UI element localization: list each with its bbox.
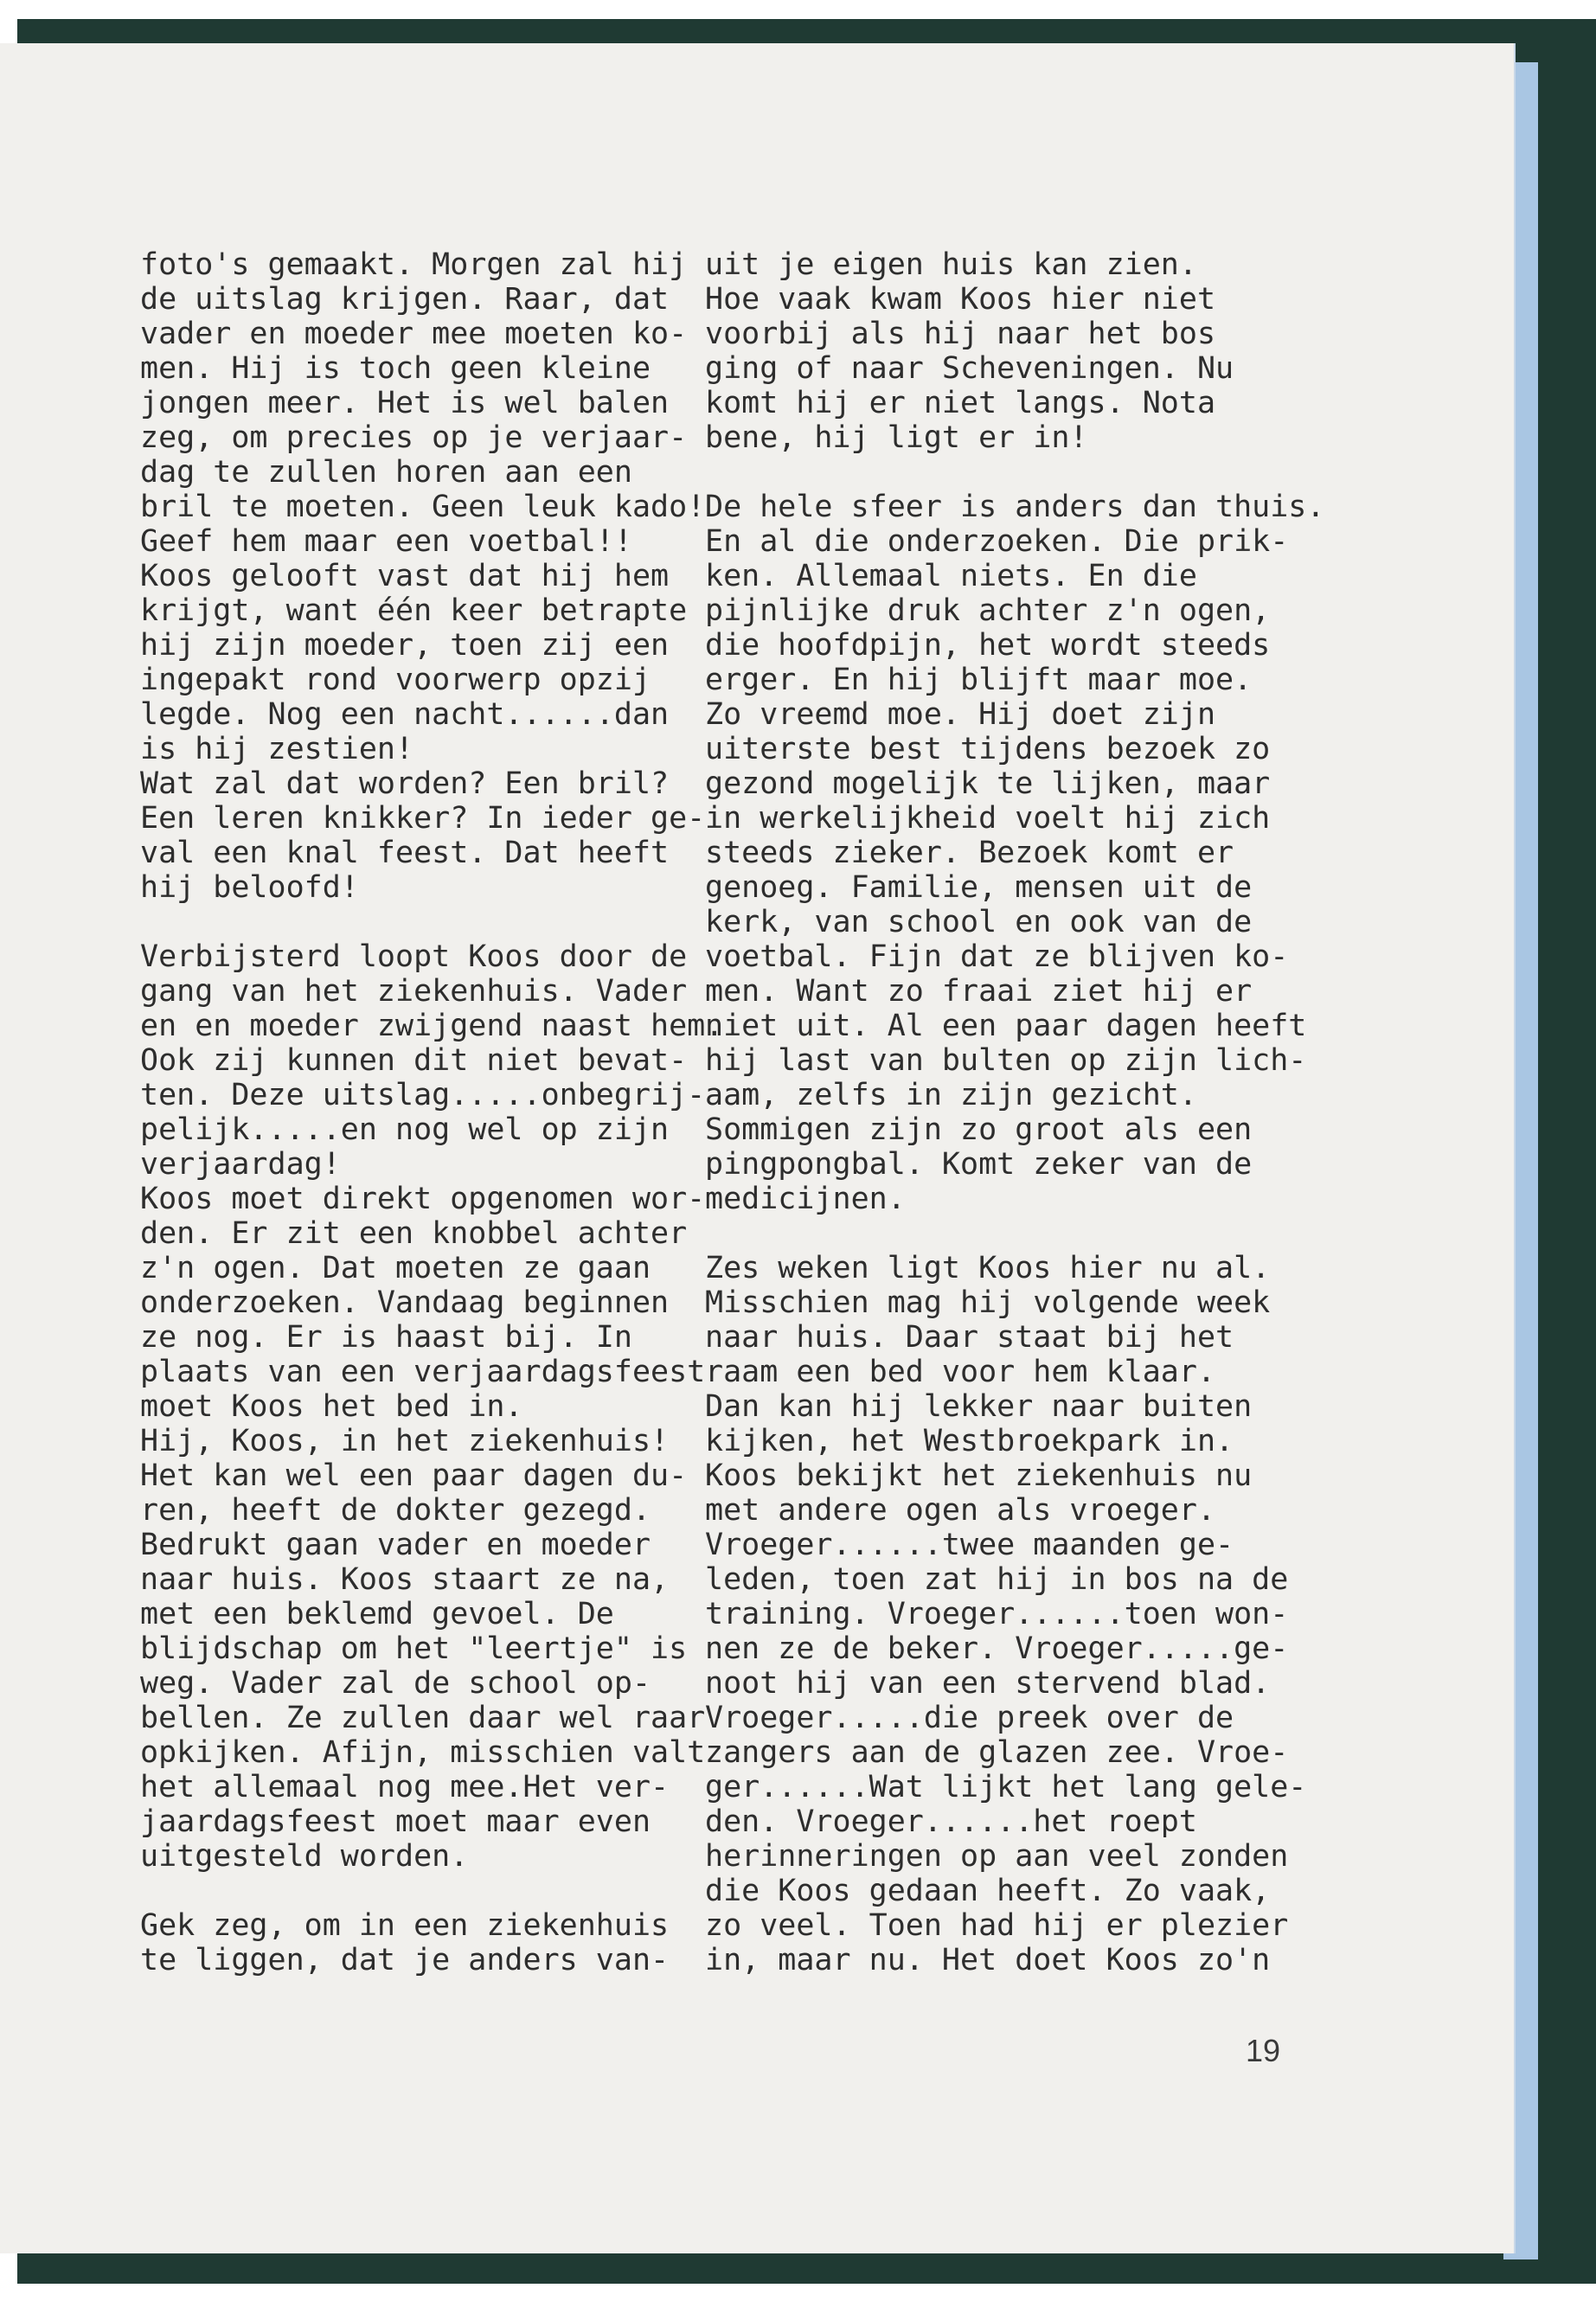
text-line: kijken, het Westbroekpark in. [705, 1424, 1234, 1458]
text-line: leden, toen zat hij in bos na de [705, 1562, 1289, 1597]
text-line: den. Er zit een knobbel achter [140, 1216, 688, 1251]
text-line: onderzoeken. Vandaag beginnen [140, 1285, 670, 1320]
text-line: die hoofdpijn, het wordt steeds [705, 628, 1271, 663]
text-line: ten. Deze uitslag.....onbegrij- [140, 1078, 706, 1112]
text-line: raam een bed voor hem klaar. [705, 1355, 1216, 1389]
text-line: Een leren knikker? In ieder ge- [140, 801, 706, 836]
left-text-column [140, 247, 723, 1977]
text-line: pijnlijke druk achter z'n ogen, [705, 593, 1271, 628]
text-line: Koos bekijkt het ziekenhuis nu [705, 1458, 1253, 1493]
text-line: Misschien mag hij volgende week [705, 1285, 1271, 1320]
text-line: En al die onderzoeken. Die prik- [705, 524, 1289, 559]
text-line: gezond mogelijk te lijken, maar [705, 766, 1271, 801]
text-line: uit je eigen huis kan zien. [705, 247, 1197, 282]
text-line: ging of naar Scheveningen. Nu [705, 351, 1234, 386]
text-line: het allemaal nog mee.Het ver- [140, 1770, 670, 1804]
text-line: De hele sfeer is anders dan thuis. [705, 490, 1325, 524]
text-line: in werkelijkheid voelt hij zich [705, 801, 1271, 836]
text-line: noot hij van een stervend blad. [705, 1666, 1271, 1701]
text-line: Zes weken ligt Koos hier nu al. [705, 1251, 1271, 1285]
text-line: te liggen, dat je anders van- [140, 1943, 670, 1977]
text-line: Hoe vaak kwam Koos hier niet [705, 282, 1216, 317]
text-line [140, 1874, 723, 1908]
text-line: Koos moet direkt opgenomen wor- [140, 1182, 706, 1216]
text-line: Dan kan hij lekker naar buiten [705, 1389, 1253, 1424]
right-text-column [705, 247, 1324, 1977]
text-line: bellen. Ze zullen daar wel raar [140, 1701, 706, 1735]
text-line: krijgt, want één keer betrapte [140, 593, 688, 628]
text-line: ken. Allemaal niets. En die [705, 559, 1197, 593]
text-line [140, 905, 723, 939]
text-line: zeg, om precies op je verjaar- [140, 420, 688, 455]
text-line: Vroeger.....die preek over de [705, 1701, 1234, 1735]
text-line: erger. En hij blijft maar moe. [705, 663, 1253, 697]
text-line: aam, zelfs in zijn gezicht. [705, 1078, 1197, 1112]
text-line: vader en moeder mee moeten ko- [140, 317, 688, 351]
text-line: voetbal. Fijn dat ze blijven ko- [705, 939, 1289, 974]
scan-margin [0, 0, 1596, 19]
text-line: Koos gelooft vast dat hij hem [140, 559, 670, 593]
text-line: medicijnen. [705, 1182, 906, 1216]
text-line: moet Koos het bed in. [140, 1389, 523, 1424]
text-line: verjaardag! [140, 1147, 341, 1182]
text-line: die Koos gedaan heeft. Zo vaak, [705, 1874, 1271, 1908]
page-number: 19 [1246, 2033, 1281, 2068]
text-line: zo veel. Toen had hij er plezier [705, 1908, 1289, 1943]
text-line: pelijk.....en nog wel op zijn [140, 1112, 670, 1147]
text-line: komt hij er niet langs. Nota [705, 386, 1216, 420]
text-line: pingpongbal. Komt zeker van de [705, 1147, 1253, 1182]
text-line: ingepakt rond voorwerp opzij [140, 663, 651, 697]
text-line: uiterste best tijdens bezoek zo [705, 732, 1271, 766]
text-line: men. Hij is toch geen kleine [140, 351, 651, 386]
text-line: herinneringen op aan veel zonden [705, 1839, 1289, 1874]
text-line: ren, heeft de dokter gezegd. [140, 1493, 651, 1528]
text-line: voorbij als hij naar het bos [705, 317, 1216, 351]
text-line [705, 455, 1324, 490]
text-line: met een beklemd gevoel. De [140, 1597, 614, 1631]
text-line: opkijken. Afijn, misschien valt [140, 1735, 706, 1770]
text-line: uitgesteld worden. [140, 1839, 469, 1874]
text-line: Zo vreemd moe. Hij doet zijn [705, 697, 1216, 732]
text-line: nen ze de beker. Vroeger.....ge- [705, 1631, 1289, 1666]
text-line: hij zijn moeder, toen zij een [140, 628, 670, 663]
text-line: genoeg. Familie, mensen uit de [705, 870, 1253, 905]
text-line: Vroeger......twee maanden ge- [705, 1528, 1234, 1562]
text-line: ger......Wat lijkt het lang gele- [705, 1770, 1307, 1804]
text-line: Verbijsterd loopt Koos door de [140, 939, 688, 974]
text-line: jongen meer. Het is wel balen [140, 386, 670, 420]
text-line: plaats van een verjaardagsfeest [140, 1355, 706, 1389]
text-line: de uitslag krijgen. Raar, dat [140, 282, 670, 317]
text-line: bril te moeten. Geen leuk kado! [140, 490, 706, 524]
text-line: niet uit. Al een paar dagen heeft [705, 1009, 1307, 1043]
text-line: val een knal feest. Dat heeft [140, 836, 670, 870]
text-line: hij last van bulten op zijn lich- [705, 1043, 1307, 1078]
text-line: dag te zullen horen aan een [140, 455, 632, 490]
text-line: men. Want zo fraai ziet hij er [705, 974, 1253, 1009]
text-line: z'n ogen. Dat moeten ze gaan [140, 1251, 651, 1285]
text-line: Gek zeg, om in een ziekenhuis [140, 1908, 670, 1943]
text-line: blijdschap om het "leertje" is [140, 1631, 688, 1666]
text-line: naar huis. Daar staat bij het [705, 1320, 1234, 1355]
text-line: Wat zal dat worden? Een bril? [140, 766, 670, 801]
text-line: steeds zieker. Bezoek komt er [705, 836, 1234, 870]
text-line: legde. Nog een nacht......dan [140, 697, 670, 732]
text-line: ze nog. Er is haast bij. In [140, 1320, 632, 1355]
book-page [0, 43, 1514, 2253]
text-line: hij beloofd! [140, 870, 359, 905]
text-line: naar huis. Koos staart ze na, [140, 1562, 670, 1597]
text-line: Het kan wel een paar dagen du- [140, 1458, 688, 1493]
text-line: met andere ogen als vroeger. [705, 1493, 1216, 1528]
text-line: Bedrukt gaan vader en moeder [140, 1528, 651, 1562]
text-line: gang van het ziekenhuis. Vader [140, 974, 688, 1009]
text-line: foto's gemaakt. Morgen zal hij [140, 247, 688, 282]
text-line: in, maar nu. Het doet Koos zo'n [705, 1943, 1271, 1977]
text-line: Geef hem maar een voetbal!! [140, 524, 632, 559]
text-line: den. Vroeger......het roept [705, 1804, 1197, 1839]
text-line: Ook zij kunnen dit niet bevat- [140, 1043, 688, 1078]
text-line: bene, hij ligt er in! [705, 420, 1088, 455]
text-line: is hij zestien! [140, 732, 414, 766]
text-line: kerk, van school en ook van de [705, 905, 1253, 939]
text-line: weg. Vader zal de school op- [140, 1666, 651, 1701]
text-line: Sommigen zijn zo groot als een [705, 1112, 1253, 1147]
text-line: training. Vroeger......toen won- [705, 1597, 1289, 1631]
text-line [705, 1216, 1324, 1251]
text-line: zangers aan de glazen zee. Vroe- [705, 1735, 1289, 1770]
text-line: jaardagsfeest moet maar even [140, 1804, 651, 1839]
text-line: Hij, Koos, in het ziekenhuis! [140, 1424, 670, 1458]
text-line: en en moeder zwijgend naast hem. [140, 1009, 724, 1043]
